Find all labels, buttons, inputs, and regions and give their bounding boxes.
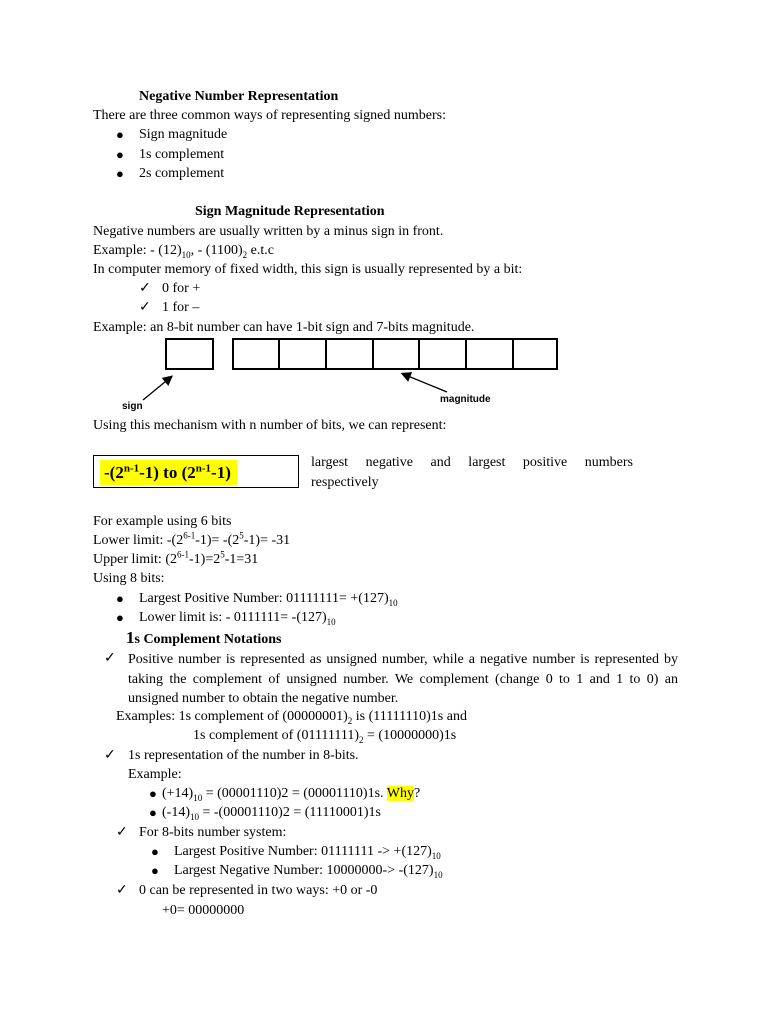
list-item: $(+14)_{10} = (00001110)2 = (00001110)1s$. Why?	[162, 786, 421, 803]
list-item: Lower limit is: - $0111111= -(127)_{10}$	[139, 610, 336, 627]
section-title-1s-complement: 1s Complement Notations	[126, 628, 282, 647]
checkmark-icon: ✓	[116, 883, 128, 898]
sign-label: sign	[122, 401, 143, 412]
bullet-icon: ●	[149, 786, 157, 801]
bullet-icon: ●	[151, 844, 159, 859]
list-item: $(-14)_{10} = -(00001110)2 = (11110001)1s$	[162, 805, 381, 822]
check-item: 0 can be represented in two ways: +0 or -0	[139, 883, 378, 898]
check-item: 1s representation of the number in 8-bits.	[128, 748, 359, 763]
paragraph: Negative numbers are usually written by a minus sign in front.	[93, 224, 444, 239]
intro-text: There are three common ways of representing signed numbers:	[93, 108, 446, 123]
check-item: For 8-bits number system:	[139, 825, 287, 840]
bullet-icon: ●	[116, 166, 124, 181]
bullet-icon: ●	[116, 127, 124, 142]
checkmark-icon: ✓	[139, 281, 151, 296]
list-item: Largest Negative Number: $10000000-> -(127)_{10}$	[174, 863, 443, 880]
list-item: 2s complement	[139, 166, 225, 181]
list-item: Sign magnitude	[139, 127, 228, 142]
example-line: Examples: 1s complement of $(00000001)_2$ is (11111110)1s and	[116, 709, 467, 726]
formula-description: largest negative and largest positive numbers	[311, 455, 633, 470]
zero-representation: +0= 00000000	[162, 903, 245, 918]
example-line: Example: - $(12)_{10}$, - $(1100)_2$ e.t.c	[93, 243, 274, 260]
formula: -(2$^{n-1}$-1) to (2$^{n-1}$-1)	[100, 460, 237, 485]
example-label: Example:	[128, 767, 182, 782]
bullet-icon: ●	[151, 863, 159, 878]
upper-limit: Upper limit: $(2^{6-1}-1)=2^5-1=31$	[93, 549, 259, 567]
section-title-sign-magnitude: Sign Magnitude Representation	[195, 204, 385, 219]
arrows-diagram	[0, 0, 768, 420]
formula-box	[93, 455, 299, 488]
lower-limit: Lower limit: $-(2^{6-1}-1)= -(2^5-1)= -31$	[93, 530, 291, 548]
section-title-negative: Negative Number Representation	[139, 89, 339, 104]
formula-description-cont: respectively	[311, 475, 379, 490]
example-line: 1s complement of $(01111111)_2 = (10000000)1s$	[193, 728, 457, 745]
list-item: Largest Positive Number: $01111111 -> +(127)_{10}$	[174, 844, 441, 861]
checkmark-icon: ✓	[104, 748, 116, 763]
bullet-icon: ●	[149, 805, 157, 820]
list-item: 1s complement	[139, 147, 225, 162]
check-item: 1 for –	[162, 300, 200, 315]
paragraph: In computer memory of fixed width, this sign is usually represented by a bit:	[93, 262, 523, 277]
checkmark-icon: ✓	[139, 300, 151, 315]
magnitude-arrow	[403, 374, 447, 392]
bullet-icon: ●	[116, 591, 124, 606]
paragraph: Positive number is represented as unsigned number, while a negative number is represented by taking the complement of unsigned number. We complement (change 0 to 1 and 1 to 0) an unsigned number to obtain the negative number.	[128, 652, 678, 706]
paragraph: Using this mechanism with n number of bits, we can represent:	[93, 418, 447, 433]
paragraph: Example: an 8-bit number can have 1-bit sign and 7-bits magnitude.	[93, 320, 475, 335]
checkmark-icon: ✓	[104, 651, 116, 666]
magnitude-label: magnitude	[440, 394, 491, 405]
bullet-icon: ●	[116, 147, 124, 162]
example-heading: For example using 6 bits	[93, 514, 232, 529]
list-item: Largest Positive Number: $01111111= +(127)_{10}$	[139, 591, 398, 608]
example-heading: Using 8 bits:	[93, 571, 165, 586]
bullet-icon: ●	[116, 610, 124, 625]
why-highlight: Why	[386, 786, 415, 801]
sign-arrow	[143, 377, 171, 400]
checkmark-icon: ✓	[116, 825, 128, 840]
check-item: 0 for +	[162, 281, 201, 296]
